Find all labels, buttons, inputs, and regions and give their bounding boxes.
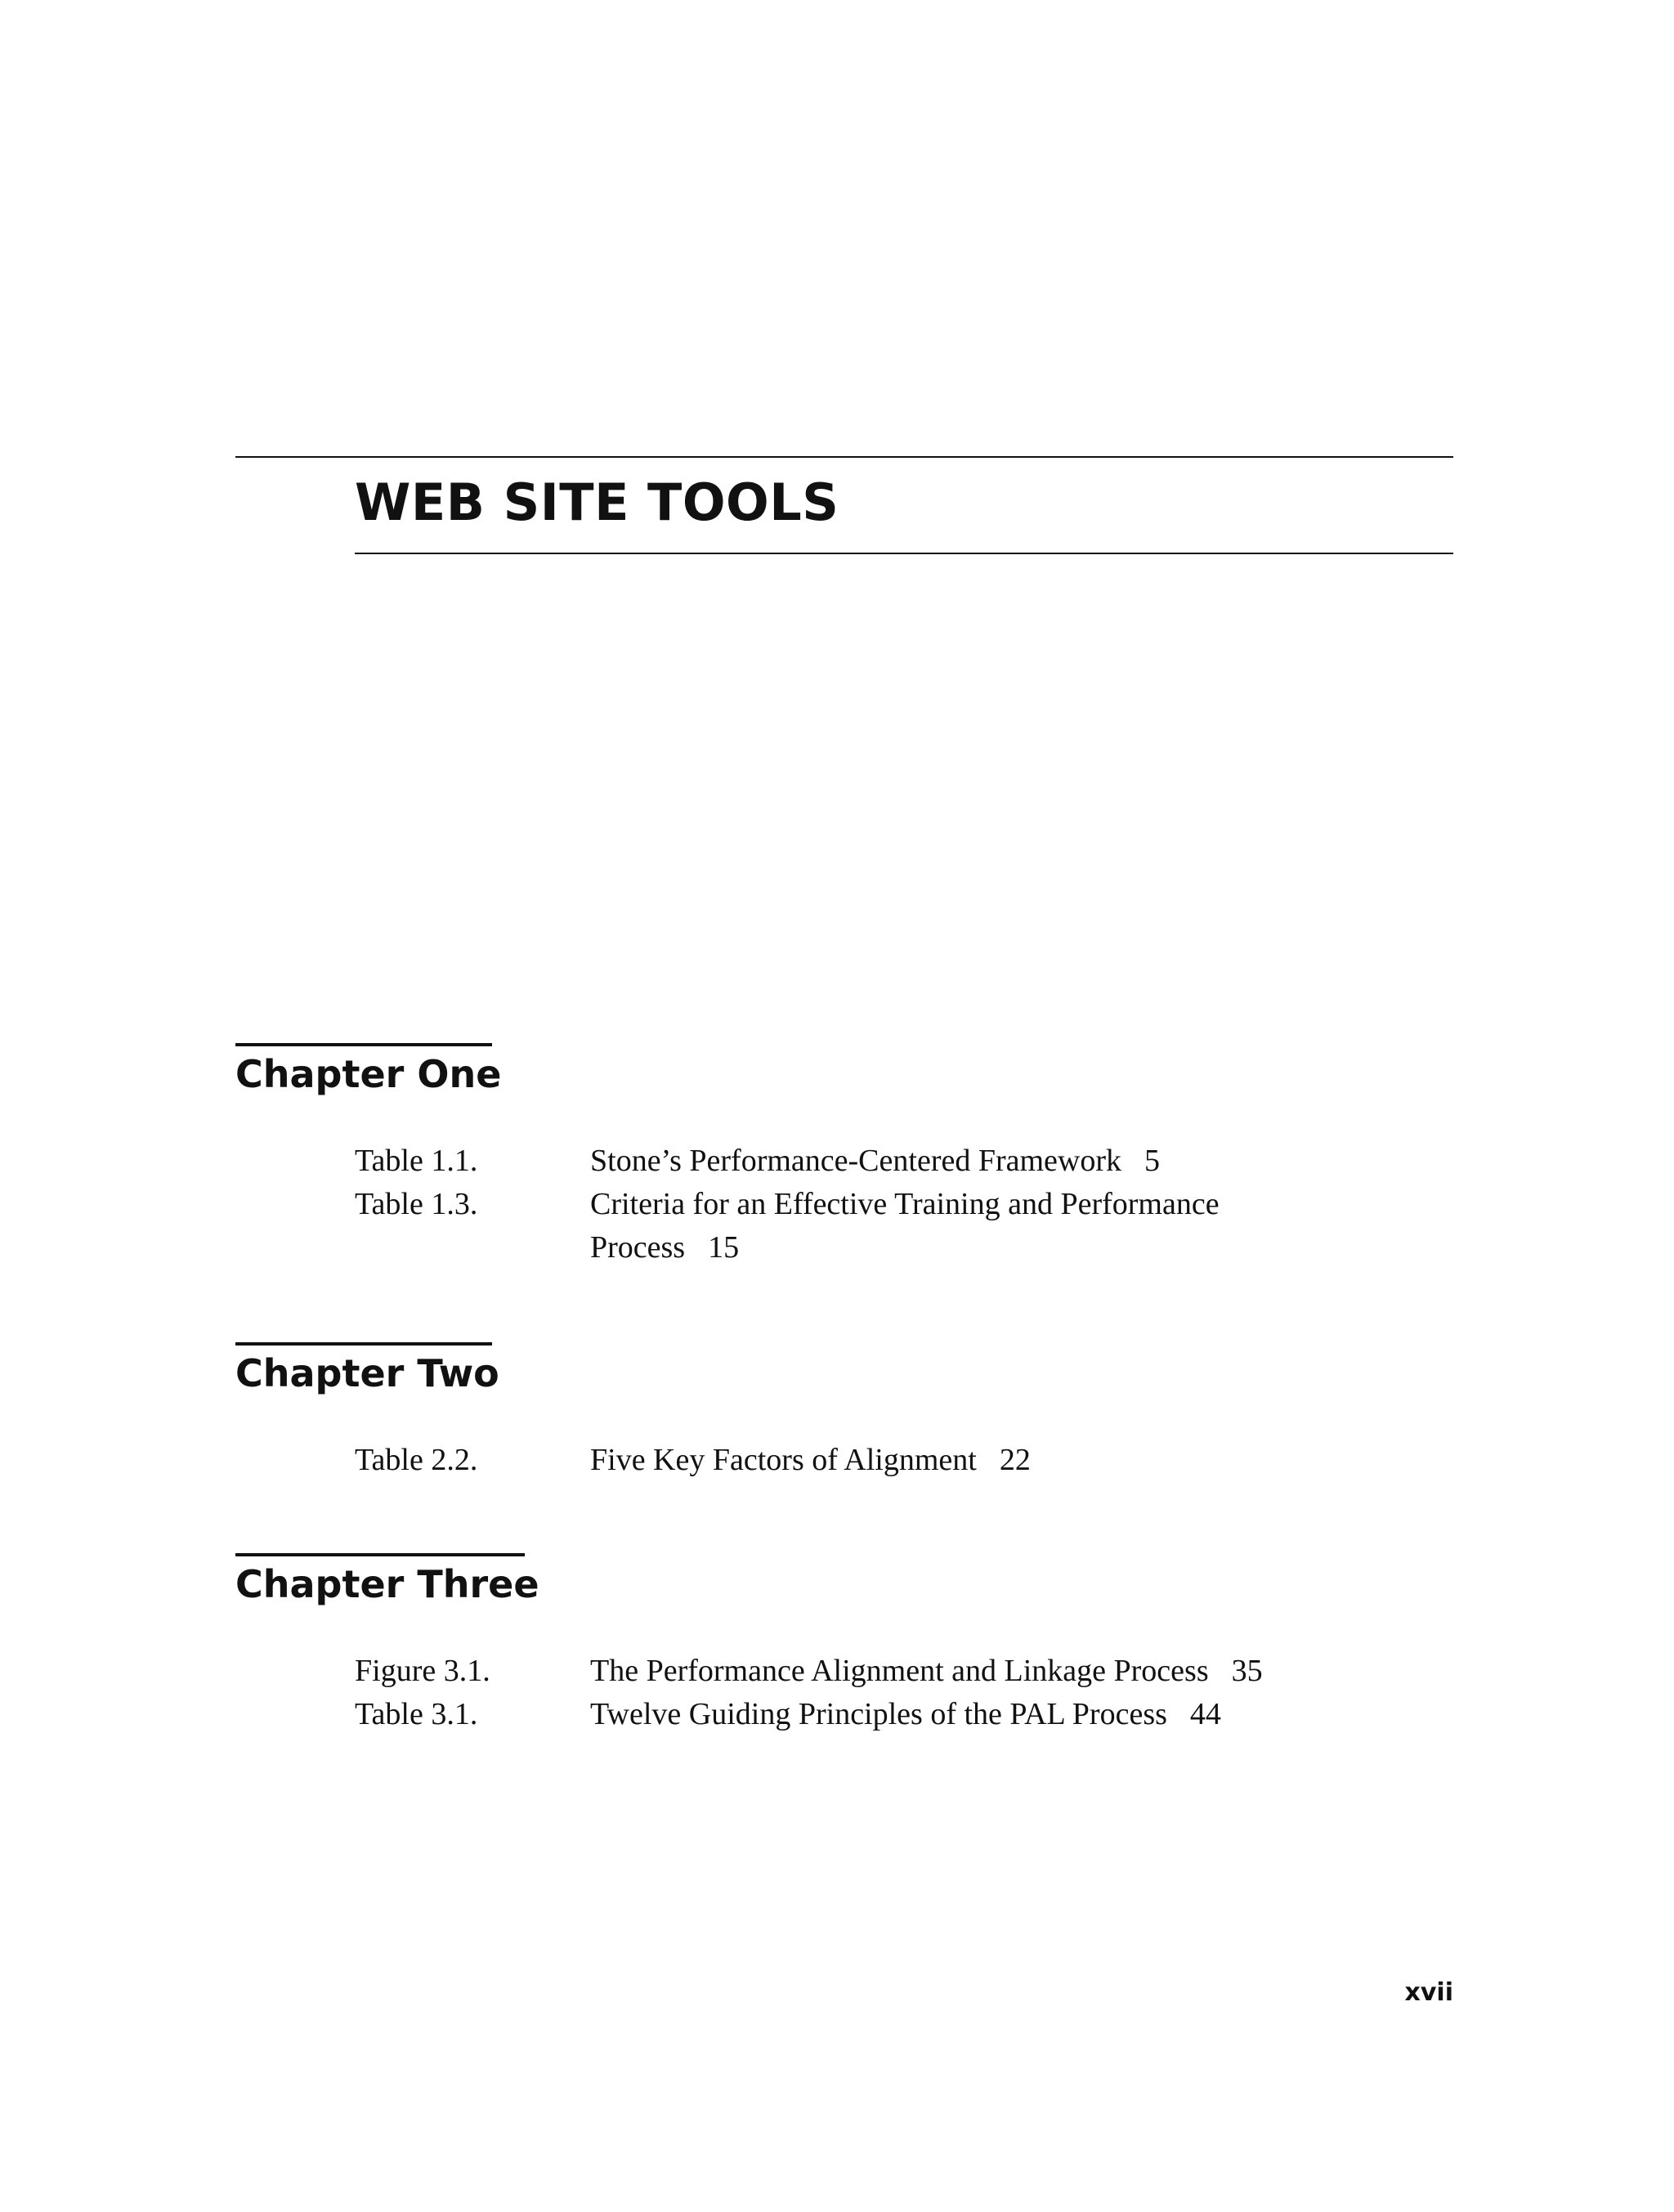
list-item (355, 1439, 1461, 1482)
entry-page-number: 44 (1189, 1696, 1221, 1731)
entry-title-text: Twelve Guiding Principles of the PAL Process (590, 1696, 1167, 1731)
entry-title (590, 1140, 1342, 1183)
list-item (355, 1693, 1461, 1736)
entry-title (590, 1650, 1342, 1693)
entry-title-text: Stone’s Performance-Centered Framework (590, 1143, 1122, 1178)
entry-page-number: 5 (1144, 1143, 1161, 1178)
title-top-rule (235, 456, 1453, 458)
page-title: WEB SITE TOOLS (355, 472, 839, 532)
list-item (355, 1650, 1461, 1693)
chapter-one-section (235, 1043, 1461, 1269)
entry-page-number: 22 (999, 1442, 1031, 1477)
entry-label: Table 1.3. (355, 1186, 478, 1221)
entry-page-number: 15 (708, 1229, 740, 1265)
chapter-rule (235, 1342, 492, 1346)
entry-label: Table 3.1. (355, 1696, 478, 1731)
entry-title (590, 1439, 1342, 1482)
entry-label: Table 2.2. (355, 1442, 478, 1477)
entry-label: Table 1.1. (355, 1143, 478, 1178)
title-bottom-rule (355, 553, 1453, 554)
entry-label: Figure 3.1. (355, 1653, 490, 1688)
entry-page-number: 35 (1231, 1653, 1263, 1688)
entry-title-text: Criteria for an Effective Training and Performance Process (590, 1186, 1220, 1265)
entry-list (355, 1650, 1461, 1736)
chapter-title: Chapter Two (235, 1351, 499, 1395)
list-item (355, 1183, 1461, 1269)
chapter-rule (235, 1553, 525, 1556)
entry-title (590, 1183, 1342, 1269)
page-number: xvii (1404, 1978, 1453, 2007)
entry-title (590, 1693, 1342, 1736)
entry-title-text: The Performance Alignment and Linkage Process (590, 1653, 1209, 1688)
chapter-two-section (235, 1342, 1461, 1482)
chapter-three-section (235, 1553, 1461, 1736)
entry-title-text: Five Key Factors of Alignment (590, 1442, 977, 1477)
entry-list (355, 1439, 1461, 1482)
chapter-title: Chapter One (235, 1052, 502, 1096)
entry-list (355, 1140, 1461, 1269)
list-item (355, 1140, 1461, 1183)
chapter-title: Chapter Three (235, 1562, 539, 1606)
chapter-rule (235, 1043, 492, 1046)
